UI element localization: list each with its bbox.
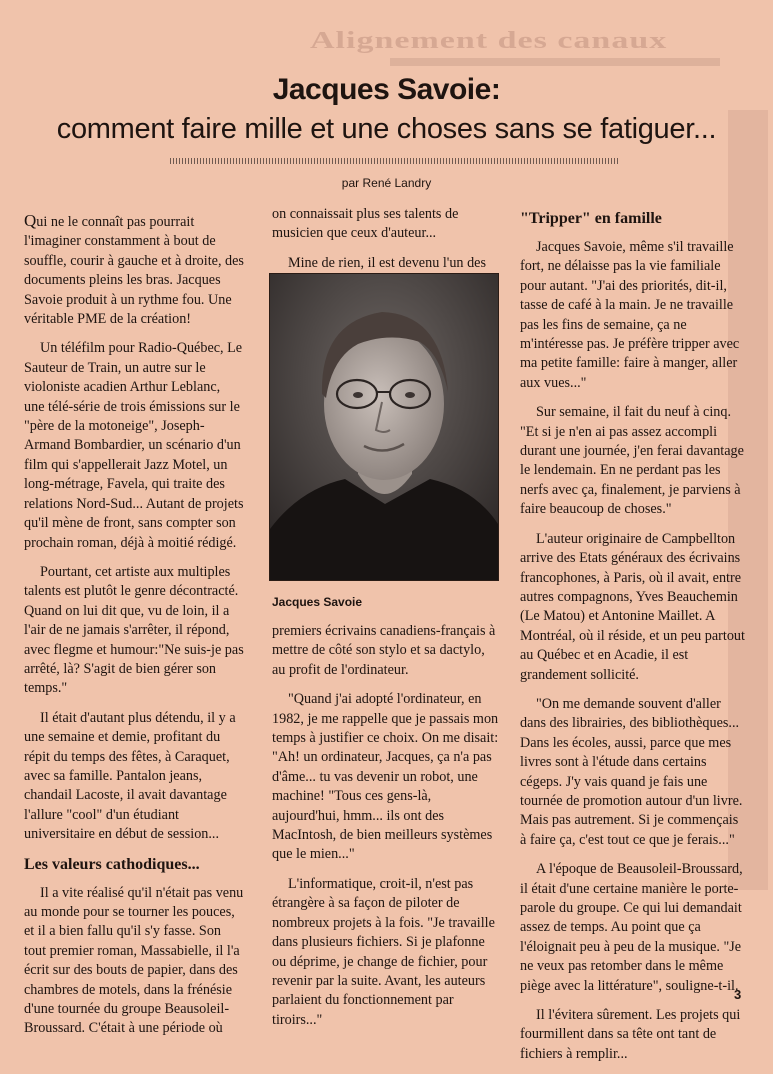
title-rule bbox=[170, 158, 620, 164]
paragraph: Il a vite réalisé qu'il n'était pas venu au monde pour se tourner les pouces, et il a bien fallu qu'il s'y fasse. Son tout premier roman, Massabielle, il l'a écrit sur des bouts de papier, dans des chambres de motels, dans la frénésie d'une tournée du groupe Beausoleil-Broussard. C'était à une période où bbox=[24, 884, 244, 1037]
paragraph: premiers écrivains canadiens-français à mettre de côté son stylo et sa dactylo, au profit de l'ordinateur. bbox=[272, 623, 496, 678]
paragraph: Il l'évitera sûrement. Les projets qui fourmillent dans sa tête ont tant de fichiers à remplir... bbox=[520, 1007, 741, 1062]
paragraph: Un téléfilm pour Radio-Québec, Le Sauteur de Train, un autre sur le violoniste acadien Arthur Leblanc, une télé-série de trois émissions sur le "père de la motoneige", Joseph-Armand Bombardier, un scénario d'un film qui s'appellerait Jazz Motel, un long-métrage, Favela, qui traite des relations Nord-Sud... Autant de projets qu'il mène de front, sans compter son prochain roman, déjà à moitié rédigé. bbox=[24, 340, 244, 551]
paragraph-text: ui ne le connaît pas pourrait l'imaginer constamment à bout de souffle, courir à gauche et à droite, des documents pleins les bras. Jacques Savoie produit à un rythme fou. Une véritable PME de la création! bbox=[24, 214, 244, 328]
paragraph: "On me demande souvent d'aller dans des librairies, des bibliothèques... Dans les écoles, aussi, parce que mes livres sont à l'étude dans certains cégeps. J'y vais quand je fais une tournée de promotion autour d'un livre. Mais pas autrement. Si je commençais à faire ça, c'est tout ce que je ferais..." bbox=[520, 695, 743, 848]
paragraph: Il était d'autant plus détendu, il y a une semaine et demie, profitant du répit du temps des fêtes, à Caraquet, avec sa famille. Pantalon jeans, chandail Lacoste, il avait davantage l'allure "cool" d'un étudiant universitaire en début de session... bbox=[24, 709, 236, 843]
column-3 bbox=[520, 205, 748, 1074]
article-title: Jacques Savoie: bbox=[272, 73, 501, 106]
paragraph: L'informatique, croit-il, n'est pas étrangère à sa façon de piloter de nombreux projets à la fois. "Je travaille dans plusieurs fichiers. Si je plafonne ou déprime, je change de fichier, pour revenir par la suite. Avant, les auteurs parlaient du fonctionnement par tiroirs..." bbox=[272, 875, 495, 1028]
byline: par René Landry bbox=[341, 176, 432, 190]
article-subtitle: comment faire mille et une choses sans se fatiguer... bbox=[56, 113, 717, 145]
paragraph: "Quand j'ai adopté l'ordinateur, en 1982, je me rappelle que je passais mon temps à justifier ce choix. On me disait: "Ah! un ordinateur, Jacques, ça n'a pas d'âme... tu vas devenir un robot, une machine! "Tous ces gens-là, aujourd'hui, hmm... ils ont des MacIntosh, de bien meilleurs systèmes que le mien..." bbox=[272, 691, 499, 863]
bleed-through-rule bbox=[390, 58, 720, 66]
photo-caption: Jacques Savoie bbox=[272, 595, 363, 609]
paragraph: Sur semaine, il fait du neuf à cinq. "Et si je n'en ai pas assez accompli durant une journée, j'en ferai davantage le lendemain. En ne perdant pas les nerfs avec ça, finalement, je parviens à faire beaucoup de choses." bbox=[520, 404, 744, 518]
section-heading: Les valeurs cathodiques... bbox=[24, 855, 200, 873]
column-1 bbox=[24, 211, 244, 1049]
paragraph: L'auteur originaire de Campbellton arrive des Etats généraux des écrivains francophones, à Paris, où il avait, entre autres compagnons, Yves Beauchemin (Le Matou) et Antonine Maillet. A Montréal, où il réside, et un peu partout au Québec et en Acadie, il est grandement sollicité. bbox=[520, 530, 745, 683]
portrait-image bbox=[270, 274, 498, 580]
page-number: 3 bbox=[734, 987, 742, 1002]
column-2-bottom bbox=[272, 622, 500, 1040]
paragraph: Pourtant, cet artiste aux multiples talents est plutôt le genre décontracté. Quand on lui dit que, vu de loin, il a l'air de ne jamais s'arrêter, il répond, avec flegme et humour:"Ne suis-je pas arrêté, là? S'agit de bien gérer son temps." bbox=[24, 563, 244, 697]
paragraph: Mine de rien, il est devenu l'un des bbox=[288, 254, 486, 271]
portrait-photo bbox=[269, 273, 499, 581]
drop-letter: Q bbox=[24, 211, 37, 230]
paragraph: Jacques Savoie, même s'il travaille fort, ne délaisse pas la vie familiale pour autant. "J'ai des priorités, dit-il, tasse de café à la main. Je ne travaille pas les fins de semaine, ça ne m'intéresse pas. Je préfère tripper avec ma petite famille: faire à manger, aller aux vues..." bbox=[520, 239, 740, 391]
column-2-top bbox=[272, 205, 500, 283]
paragraph: A l'époque de Beausoleil-Broussard, il était d'une certaine manière le porte-parole du groupe. Ce qui lui demandait assez de temps. Au point que ça l'éloignait peu à peu de la musique. "Je ne veux pas retomber dans le même piège avec la littérature", souligne-t-il. bbox=[520, 861, 743, 994]
paragraph bbox=[24, 211, 244, 329]
section-heading: "Tripper" en famille bbox=[520, 210, 662, 227]
paragraph: on connaissait plus ses talents de musicien que ceux d'auteur... bbox=[272, 206, 459, 242]
bleed-through-heading: Alignement des canaux bbox=[310, 27, 668, 54]
